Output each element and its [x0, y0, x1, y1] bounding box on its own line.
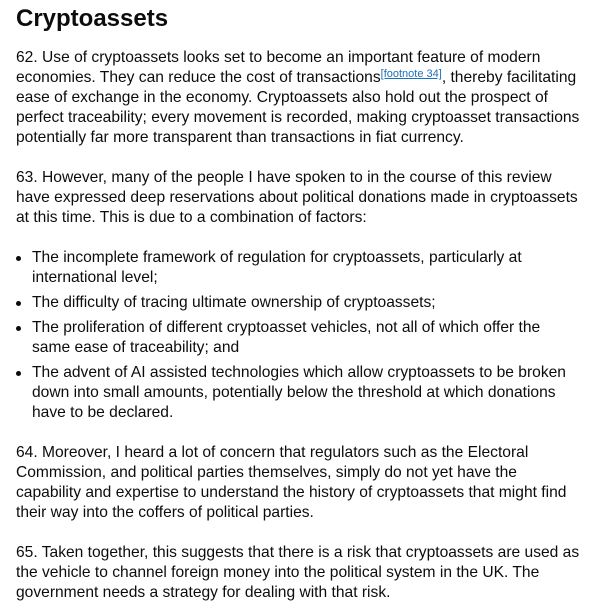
bullet-icon: [16, 371, 21, 376]
paragraph-62: [16, 48, 582, 148]
bullet-icon: [16, 326, 21, 331]
list-item: [32, 248, 582, 288]
footnote-marker: [381, 68, 442, 80]
list-item-text: The incomplete framework of regulation for cryptoassets, particularly at international level;: [32, 249, 522, 286]
paragraph-63: 63. However, many of the people I have spoken to in the course of this review have expressed deep reservations about political donations made in cryptoassets at this time. This is due to a combination of factors:: [16, 169, 578, 226]
bullet-icon: [16, 301, 21, 306]
paragraph-64: 64. Moreover, I heard a lot of concern that regulators such as the Electoral Commission, and political parties themselves, simply do not yet have the capability and expertise to understand the history of cryptoassets that might find their way into the coffers of political parties.: [16, 444, 567, 521]
list-item: [32, 293, 582, 313]
paragraph-62-text-start: 62. Use of cryptoassets looks set to become an important feature of modern economies. They can reduce the cost of transactions: [16, 49, 541, 86]
list-item-text: The proliferation of different cryptoasset vehicles, not all of which offer the same ease of traceability; and: [32, 319, 541, 356]
paragraph-62-text-end: , thereby facilitating ease of exchange in the economy. Cryptoassets also hold out the prospect of perfect traceability; every movement is recorded, making cryptoasset transactions potentially far more transparent than transactions in fiat currency.: [16, 69, 580, 146]
bullet-icon: [16, 256, 21, 261]
paragraph-65: 65. Taken together, this suggests that there is a risk that cryptoassets are used as the vehicle to channel foreign money into the political system in the UK. The government needs a strategy for dealing with that risk.: [16, 544, 580, 601]
list-item-text: The difficulty of tracing ultimate ownership of cryptoassets;: [32, 294, 436, 311]
list-item: [32, 363, 582, 423]
factors-list: [16, 248, 582, 423]
footnote-34-link[interactable]: [footnote 34]: [380, 68, 442, 80]
list-item-text: The advent of AI assisted technologies which allow cryptoassets to be broken down into small amounts, potentially below the threshold at which donations have to be declared.: [32, 364, 566, 421]
list-item: [32, 318, 582, 358]
section-heading: Cryptoassets: [16, 5, 169, 32]
